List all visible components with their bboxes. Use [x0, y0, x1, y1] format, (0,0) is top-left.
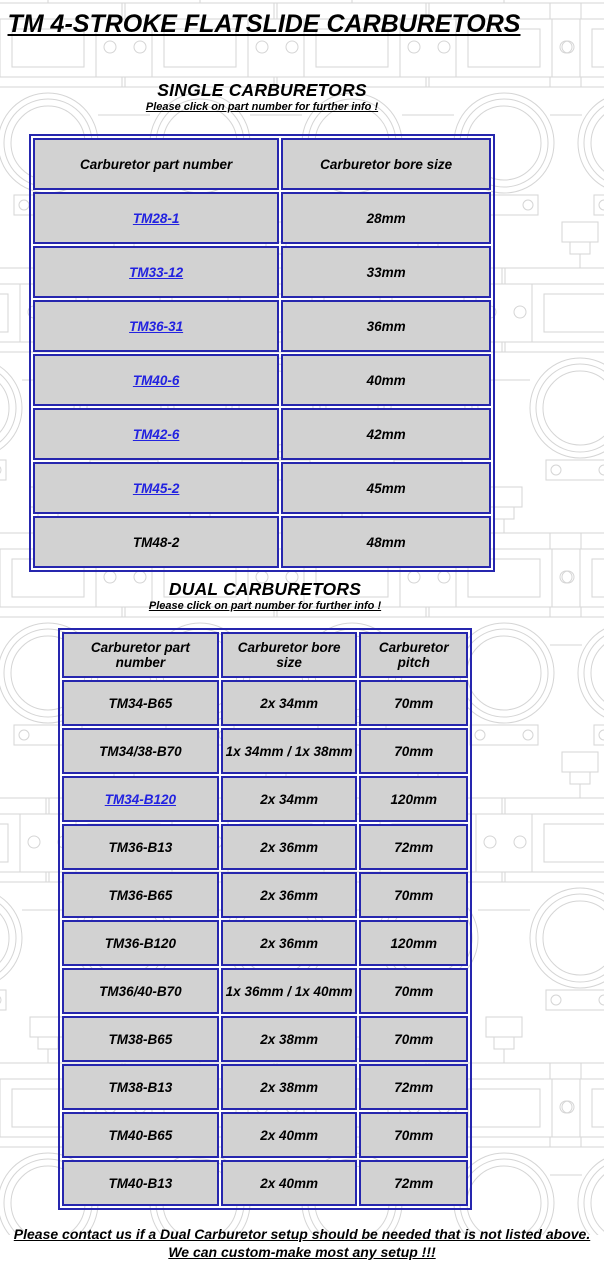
table-row — [62, 728, 468, 774]
bore-size-cell: 36mm — [281, 300, 491, 352]
part-number-cell — [33, 300, 279, 352]
footer-note — [0, 1225, 604, 1261]
table-header-row — [33, 138, 491, 190]
table-row — [62, 968, 468, 1014]
pitch-cell: 70mm — [359, 1016, 468, 1062]
bore-size-cell: 2x 36mm — [221, 920, 358, 966]
table-row — [62, 872, 468, 918]
bore-size-cell: 1x 34mm / 1x 38mm — [221, 728, 358, 774]
part-number-cell — [62, 968, 219, 1014]
part-number-text: TM40-B65 — [108, 1127, 173, 1143]
part-number-cell — [33, 408, 279, 460]
table-row — [62, 1016, 468, 1062]
part-number-text: TM34/38-B70 — [99, 743, 182, 759]
bore-size-cell: 42mm — [281, 408, 491, 460]
part-number-text: TM36/40-B70 — [99, 983, 182, 999]
pitch-cell: 70mm — [359, 968, 468, 1014]
bore-size-cell: 28mm — [281, 192, 491, 244]
part-number-link[interactable]: TM33-12 — [129, 264, 184, 280]
part-number-text: TM40-B13 — [108, 1175, 173, 1191]
dual-carburetors-section — [58, 580, 472, 1210]
part-number-text: TM48-2 — [132, 534, 180, 550]
table-row — [62, 776, 468, 822]
part-number-text: TM36-B65 — [108, 887, 173, 903]
table-row — [62, 1112, 468, 1158]
single-carburetors-table — [29, 134, 495, 572]
bore-size-cell: 2x 34mm — [221, 680, 358, 726]
part-number-cell — [62, 1064, 219, 1110]
dual-carburetors-table — [58, 628, 472, 1210]
part-number-link[interactable]: TM28-1 — [132, 210, 180, 226]
table-row — [33, 408, 491, 460]
table-row — [62, 1064, 468, 1110]
part-number-link[interactable]: TM34-B120 — [104, 791, 177, 807]
bore-size-cell: 2x 38mm — [221, 1064, 358, 1110]
part-number-cell — [62, 680, 219, 726]
pitch-cell: 72mm — [359, 1160, 468, 1206]
bore-size-cell: 2x 38mm — [221, 1016, 358, 1062]
part-number-cell — [62, 776, 219, 822]
bore-size-cell: 2x 40mm — [221, 1160, 358, 1206]
bore-size-cell: 2x 36mm — [221, 824, 358, 870]
table-row — [33, 192, 491, 244]
single-section-heading: SINGLE CARBURETORS — [157, 80, 367, 100]
part-number-cell — [33, 516, 279, 568]
bore-size-cell: 48mm — [281, 516, 491, 568]
part-number-cell — [62, 872, 219, 918]
table-row — [62, 680, 468, 726]
pitch-cell: 120mm — [359, 776, 468, 822]
column-header-part-number: Carburetor part number — [62, 632, 219, 678]
table-row — [33, 462, 491, 514]
part-number-cell — [62, 1160, 219, 1206]
part-number-link[interactable]: TM45-2 — [132, 480, 180, 496]
dual-section-heading: DUAL CARBURETORS — [168, 579, 362, 599]
part-number-link[interactable]: TM36-31 — [129, 318, 184, 334]
table-row — [62, 824, 468, 870]
dual-section-subtitle: Please click on part number for further info ! — [148, 600, 382, 612]
pitch-cell: 70mm — [359, 728, 468, 774]
pitch-cell: 72mm — [359, 1064, 468, 1110]
part-number-cell — [62, 920, 219, 966]
bore-size-cell: 1x 36mm / 1x 40mm — [221, 968, 358, 1014]
part-number-text: TM34-B65 — [108, 695, 173, 711]
table-row — [33, 246, 491, 298]
table-row — [62, 920, 468, 966]
part-number-cell — [33, 246, 279, 298]
part-number-link[interactable]: TM42-6 — [132, 426, 180, 442]
page-title: TM 4-STROKE FLATSLIDE CARBURETORS — [7, 10, 521, 38]
table-row — [33, 300, 491, 352]
pitch-cell: 72mm — [359, 824, 468, 870]
single-carburetors-section — [29, 81, 495, 572]
part-number-cell — [62, 824, 219, 870]
part-number-text: TM38-B13 — [108, 1079, 173, 1095]
footer-line-1: Please contact us if a Dual Carburetor setup should be needed that is not listed above. — [13, 1226, 591, 1242]
bore-size-cell: 33mm — [281, 246, 491, 298]
pitch-cell: 120mm — [359, 920, 468, 966]
bore-size-cell: 40mm — [281, 354, 491, 406]
column-header-pitch: Carburetor pitch — [359, 632, 468, 678]
bore-size-cell: 2x 36mm — [221, 872, 358, 918]
footer-line-2: We can custom-make most any setup !!! — [168, 1244, 436, 1260]
part-number-cell — [33, 462, 279, 514]
part-number-text: TM38-B65 — [108, 1031, 173, 1047]
column-header-part-number: Carburetor part number — [33, 138, 279, 190]
table-row — [33, 516, 491, 568]
part-number-cell — [33, 192, 279, 244]
bore-size-cell: 45mm — [281, 462, 491, 514]
single-section-subtitle: Please click on part number for further info ! — [145, 101, 379, 113]
part-number-link[interactable]: TM40-6 — [132, 372, 180, 388]
column-header-bore-size: Carburetor bore size — [221, 632, 358, 678]
table-header-row — [62, 632, 468, 678]
bore-size-cell: 2x 40mm — [221, 1112, 358, 1158]
pitch-cell: 70mm — [359, 872, 468, 918]
part-number-cell — [62, 1112, 219, 1158]
part-number-cell — [62, 728, 219, 774]
part-number-text: TM36-B13 — [108, 839, 173, 855]
column-header-bore-size: Carburetor bore size — [281, 138, 491, 190]
table-row — [33, 354, 491, 406]
part-number-text: TM36-B120 — [104, 935, 177, 951]
part-number-cell — [62, 1016, 219, 1062]
bore-size-cell: 2x 34mm — [221, 776, 358, 822]
part-number-cell — [33, 354, 279, 406]
table-row — [62, 1160, 468, 1206]
pitch-cell: 70mm — [359, 1112, 468, 1158]
pitch-cell: 70mm — [359, 680, 468, 726]
